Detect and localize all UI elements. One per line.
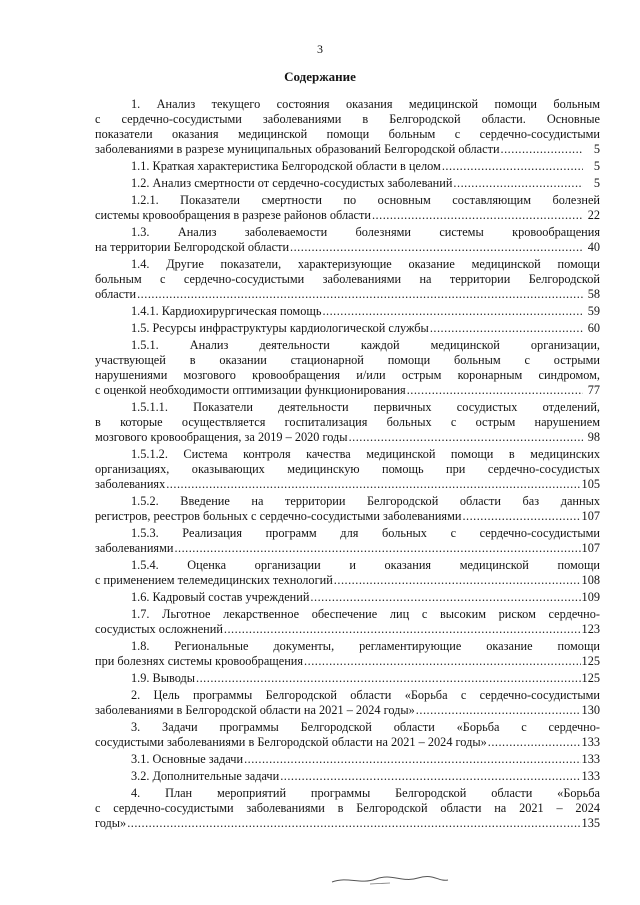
toc-entry-text-line: с сердечно-сосудистыми заболеваниями в Белгородской области на 2021 – 2024 <box>95 801 600 815</box>
toc-entry-last-line <box>95 573 600 588</box>
toc-entry[interactable] <box>95 671 600 686</box>
toc-entry-title: регистров, реестров больных с сердечно-сосудистыми заболеваниями <box>95 509 462 523</box>
toc-entry-title: заболеваниях <box>95 477 166 491</box>
toc-page-number: 125 <box>581 671 600 685</box>
toc-entry-text-line: 1.5.1.1. Показатели деятельности первичных сосудистых отделений, <box>131 400 600 414</box>
toc-page-number: 123 <box>581 622 600 636</box>
toc-entry[interactable] <box>95 257 600 302</box>
toc-entry-title: 3.2. Дополнительные задачи <box>131 769 280 783</box>
toc-page-number: 133 <box>581 752 600 766</box>
toc-entry-last-line <box>95 816 600 831</box>
toc-page-number: 109 <box>581 590 600 604</box>
toc-heading: Содержание <box>284 69 356 84</box>
toc-page-number: 133 <box>581 735 600 749</box>
dot-leader <box>462 509 580 524</box>
toc-entry-last-line <box>95 430 600 445</box>
toc-entry-title: с применением телемедицинских технологий <box>95 573 333 587</box>
toc-entry-title: сосудистых осложнений <box>95 622 223 636</box>
toc-entry-last-line <box>95 208 600 223</box>
dot-leader <box>416 703 581 718</box>
toc-entry-title: на территории Белгородской области <box>95 240 290 254</box>
toc-page-number: 59 <box>587 304 600 318</box>
toc-entry-text-line: 1.8. Региональные документы, регламентирующие оказание помощи <box>131 639 600 653</box>
page-number: 3 <box>317 42 323 56</box>
toc-entry-title: при болезнях системы кровообращения <box>95 654 304 668</box>
toc-entry[interactable] <box>95 786 600 831</box>
toc-entry-title: 1.1. Краткая характеристика Белгородской области в целом <box>131 159 441 173</box>
toc-entry-title: заболеваниями в разрезе муниципальных образований Белгородской области <box>95 142 500 156</box>
dot-leader <box>166 477 580 492</box>
toc-entry-text-line: организациях, оказывающих медицинскую помощь при сердечно-сосудистых <box>95 462 600 476</box>
toc-entry-last-line <box>95 622 600 637</box>
toc-entry-last-line <box>95 703 600 718</box>
toc-entry-text-line: 1.5.3. Реализация программ для больных с сердечно-сосудистыми <box>131 526 600 540</box>
toc-entry-last-line <box>95 477 600 492</box>
toc-entry-title: области <box>95 287 137 301</box>
dot-leader <box>280 769 580 784</box>
toc-page-number: 5 <box>593 159 600 173</box>
toc-entry-text-line: 1.3. Анализ заболеваемости болезнями системы кровообращения <box>131 225 600 239</box>
toc-entry[interactable] <box>95 193 600 223</box>
toc-entry-title: 1.2. Анализ смертности от сердечно-сосудистых заболеваний <box>131 176 453 190</box>
toc-entry[interactable] <box>95 590 600 605</box>
toc-entry-text-line: 1.4. Другие показатели, характеризующие оказание медицинской помощи <box>131 257 600 271</box>
toc-entry-text-line: больным с сердечно-сосудистыми заболеваниями на территории Белгородской <box>95 272 600 286</box>
toc-entry-title: 1.9. Выводы <box>131 671 196 685</box>
dot-leader <box>349 430 583 445</box>
dot-leader <box>453 176 583 191</box>
dot-leader <box>488 735 581 750</box>
toc-entry-last-line <box>95 142 600 157</box>
toc-page-number: 105 <box>581 477 600 491</box>
toc-entry[interactable] <box>95 304 600 319</box>
dot-leader <box>137 287 583 302</box>
dot-leader <box>174 541 580 556</box>
toc-entry-last-line <box>95 735 600 750</box>
dot-leader <box>224 622 581 637</box>
dot-leader <box>127 816 580 831</box>
dot-leader <box>304 654 581 669</box>
toc-entry-last-line <box>95 769 600 784</box>
toc-entry-text-line: 2. Цель программы Белгородской области «Борьба с сердечно-сосудистыми <box>131 688 600 702</box>
toc-entry-text-line: 3. Задачи программы Белгородской области «Борьба с сердечно- <box>131 720 600 734</box>
toc-entry-title: 3.1. Основные задачи <box>131 752 244 766</box>
toc-entry-last-line <box>95 287 600 302</box>
toc-entry[interactable] <box>95 688 600 718</box>
toc-entry-text-line: нарушениями мозгового кровообращения и/или острым коронарным синдромом, <box>95 368 600 382</box>
toc-entry-title: 1.6. Кадровый состав учреждений <box>131 590 310 604</box>
toc-entry-title: годы» <box>95 816 127 830</box>
toc-entry-text-line: 1.5.2. Введение на территории Белгородской области баз данных <box>131 494 600 508</box>
toc-entry-text-line: 1.5.1. Анализ деятельности каждой медицинской организации, <box>131 338 600 352</box>
toc-page-number: 107 <box>581 541 600 555</box>
toc-entry-text-line: 1.2.1. Показатели смертности по основным составляющим болезней <box>131 193 600 207</box>
table-of-contents <box>95 97 600 833</box>
toc-entry-text-line: в которые осуществляется госпитализация больных с острым нарушением <box>95 415 600 429</box>
dot-leader <box>442 159 583 174</box>
toc-entry-title: сосудистыми заболеваниями в Белгородской области на 2021 – 2024 годы» <box>95 735 487 749</box>
toc-entry[interactable] <box>95 400 600 445</box>
toc-entry-title: мозгового кровообращения, за 2019 – 2020 годы <box>95 430 348 444</box>
toc-entry-title: заболеваниями в Белгородской области на 2021 – 2024 годы» <box>95 703 415 717</box>
toc-entry[interactable] <box>95 159 600 174</box>
toc-entry-title: 1.5. Ресурсы инфраструктуры кардиологической службы <box>131 321 429 335</box>
toc-entry-last-line <box>95 321 600 336</box>
dot-leader <box>322 304 583 319</box>
toc-entry-text-line: с сердечно-сосудистыми заболеваниями в Белгородской области. Основные <box>95 112 600 126</box>
toc-page-number: 22 <box>587 208 600 222</box>
toc-page-number: 5 <box>593 142 600 156</box>
dot-leader <box>244 752 580 767</box>
toc-entry-last-line <box>95 509 600 524</box>
dot-leader <box>196 671 581 686</box>
toc-entry-last-line <box>95 159 600 174</box>
toc-entry-last-line <box>95 590 600 605</box>
toc-entry-title: 1.4.1. Кардиохирургическая помощь <box>131 304 322 318</box>
toc-page-number: 125 <box>581 654 600 668</box>
toc-entry-last-line <box>95 671 600 686</box>
toc-entry-text-line: 4. План мероприятий программы Белгородской области «Борьба <box>131 786 600 800</box>
toc-entry[interactable] <box>95 526 600 556</box>
toc-entry[interactable] <box>95 607 600 637</box>
toc-entry-title: заболеваниями <box>95 541 174 555</box>
toc-entry[interactable] <box>95 225 600 255</box>
toc-entry[interactable] <box>95 769 600 784</box>
toc-entry-text-line: участвующей в оказании стационарной помощи больным с острыми <box>95 353 600 367</box>
toc-entry[interactable] <box>95 752 600 767</box>
toc-entry[interactable] <box>95 494 600 524</box>
toc-entry-title: системы кровообращения в разрезе районов области <box>95 208 371 222</box>
toc-entry[interactable] <box>95 558 600 588</box>
toc-entry-title: с оценкой необходимости оптимизации функционирования <box>95 383 406 397</box>
toc-entry-last-line <box>95 176 600 191</box>
toc-entry-last-line <box>95 752 600 767</box>
toc-entry-last-line <box>95 654 600 669</box>
toc-entry-last-line <box>95 383 600 398</box>
toc-entry-text-line: 1. Анализ текущего состояния оказания медицинской помощи больным <box>131 97 600 111</box>
toc-entry-text-line: 1.5.4. Оценка организации и оказания медицинской помощи <box>131 558 600 572</box>
dot-leader <box>310 590 580 605</box>
toc-entry[interactable] <box>95 321 600 336</box>
toc-entry-last-line <box>95 304 600 319</box>
toc-entry[interactable] <box>95 97 600 157</box>
toc-page-number: 133 <box>581 769 600 783</box>
toc-page-number: 77 <box>587 383 600 397</box>
toc-entry[interactable] <box>95 639 600 669</box>
toc-entry-text-line: 1.5.1.2. Система контроля качества медицинской помощи в медицинских <box>131 447 600 461</box>
toc-entry-text-line: 1.7. Льготное лекарственное обеспечение лиц с высоким риском сердечно- <box>131 607 600 621</box>
toc-page-number: 5 <box>593 176 600 190</box>
toc-entry-text-line: показатели оказания медицинской помощи больным с сердечно-сосудистыми <box>95 127 600 141</box>
toc-entry-last-line <box>95 240 600 255</box>
dot-leader <box>334 573 581 588</box>
signature-mark <box>330 873 450 887</box>
dot-leader <box>430 321 583 336</box>
dot-leader <box>290 240 583 255</box>
toc-page-number: 130 <box>581 703 600 717</box>
toc-page-number: 108 <box>581 573 600 587</box>
toc-entry[interactable] <box>95 447 600 492</box>
dot-leader <box>407 383 583 398</box>
toc-page-number: 60 <box>587 321 600 335</box>
toc-entry-last-line <box>95 541 600 556</box>
toc-page-number: 135 <box>581 816 600 830</box>
toc-page-number: 40 <box>587 240 600 254</box>
dot-leader <box>372 208 583 223</box>
toc-page-number: 58 <box>587 287 600 301</box>
dot-leader <box>501 142 583 157</box>
toc-entry[interactable] <box>95 176 600 191</box>
toc-entry[interactable] <box>95 338 600 398</box>
toc-page-number: 107 <box>581 509 600 523</box>
toc-entry[interactable] <box>95 720 600 750</box>
toc-page-number: 98 <box>587 430 600 444</box>
